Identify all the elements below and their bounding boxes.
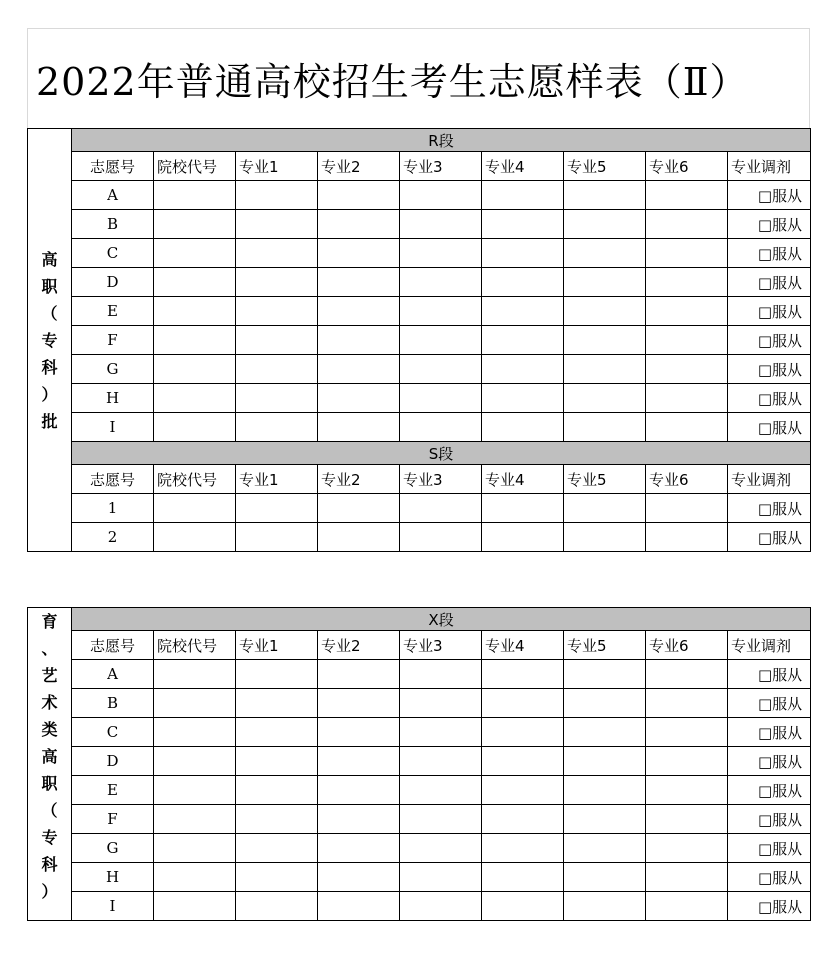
major-cell-6[interactable] <box>646 660 728 689</box>
major-cell-5[interactable] <box>564 268 646 297</box>
major-cell-2[interactable] <box>318 297 400 326</box>
table-row <box>28 834 811 863</box>
major-cell-3[interactable] <box>400 268 482 297</box>
choice-code: H <box>72 863 154 892</box>
major-cell-4[interactable] <box>482 355 564 384</box>
major-cell-3[interactable] <box>400 413 482 442</box>
header-row <box>28 465 811 494</box>
major-cell-5[interactable] <box>564 747 646 776</box>
major-cell-1[interactable] <box>236 413 318 442</box>
table-row <box>28 523 811 552</box>
header-major-3: 专业3 <box>400 465 482 494</box>
major-cell-2[interactable] <box>318 268 400 297</box>
batch-label-char: 科 <box>41 357 58 377</box>
major-cell-3[interactable] <box>400 384 482 413</box>
major-cell-5[interactable] <box>564 239 646 268</box>
major-cell-4[interactable] <box>482 863 564 892</box>
major-cell-3[interactable] <box>400 210 482 239</box>
major-cell-6[interactable] <box>646 834 728 863</box>
batch-label-char: （ <box>41 303 58 323</box>
obey-checkbox[interactable]: □服从 <box>728 863 811 892</box>
major-cell-6[interactable] <box>646 413 728 442</box>
header-school-code: 院校代号 <box>154 631 236 660</box>
major-cell-5[interactable] <box>564 523 646 552</box>
header-major-6: 专业6 <box>646 465 728 494</box>
major-cell-1[interactable] <box>236 210 318 239</box>
major-cell-2[interactable] <box>318 326 400 355</box>
school-code-cell[interactable] <box>154 181 236 210</box>
major-cell-5[interactable] <box>564 718 646 747</box>
header-major-3: 专业3 <box>400 152 482 181</box>
major-cell-6[interactable] <box>646 776 728 805</box>
school-code-cell[interactable] <box>154 805 236 834</box>
header-major-5: 专业5 <box>564 152 646 181</box>
school-code-cell[interactable] <box>154 494 236 523</box>
header-major-4: 专业4 <box>482 631 564 660</box>
header-major-2: 专业2 <box>318 152 400 181</box>
header-adjust: 专业调剂 <box>728 465 811 494</box>
major-cell-3[interactable] <box>400 523 482 552</box>
major-cell-6[interactable] <box>646 805 728 834</box>
obey-checkbox[interactable]: □服从 <box>728 355 811 384</box>
obey-checkbox[interactable]: □服从 <box>728 805 811 834</box>
major-cell-3[interactable] <box>400 718 482 747</box>
major-cell-1[interactable] <box>236 494 318 523</box>
band-x: X段 <box>72 608 811 631</box>
major-cell-3[interactable] <box>400 297 482 326</box>
header-major-3: 专业3 <box>400 631 482 660</box>
major-cell-6[interactable] <box>646 689 728 718</box>
band-s: S段 <box>72 442 811 465</box>
header-choice-no: 志愿号 <box>72 631 154 660</box>
major-cell-4[interactable] <box>482 892 564 921</box>
header-choice-no: 志愿号 <box>72 152 154 181</box>
batch-label-char: 、 <box>41 639 58 658</box>
school-code-cell[interactable] <box>154 297 236 326</box>
choice-code: C <box>72 718 154 747</box>
major-cell-3[interactable] <box>400 863 482 892</box>
major-cell-4[interactable] <box>482 239 564 268</box>
major-cell-1[interactable] <box>236 834 318 863</box>
header-major-6: 专业6 <box>646 631 728 660</box>
batch-label-char: 专 <box>41 330 58 350</box>
band-r-row <box>28 129 811 152</box>
obey-checkbox[interactable]: □服从 <box>728 384 811 413</box>
major-cell-6[interactable] <box>646 355 728 384</box>
school-code-cell[interactable] <box>154 355 236 384</box>
batch-label-char: 专 <box>41 828 58 847</box>
table-art-vocational <box>27 607 811 921</box>
header-school-code: 院校代号 <box>154 465 236 494</box>
major-cell-3[interactable] <box>400 660 482 689</box>
obey-checkbox[interactable]: □服从 <box>728 523 811 552</box>
major-cell-2[interactable] <box>318 660 400 689</box>
obey-checkbox[interactable]: □服从 <box>728 660 811 689</box>
major-cell-5[interactable] <box>564 689 646 718</box>
major-cell-6[interactable] <box>646 494 728 523</box>
major-cell-4[interactable] <box>482 834 564 863</box>
table-row <box>28 892 811 921</box>
batch-label <box>28 129 72 552</box>
header-adjust: 专业调剂 <box>728 631 811 660</box>
major-cell-2[interactable] <box>318 834 400 863</box>
school-code-cell[interactable] <box>154 523 236 552</box>
batch-label <box>28 608 72 921</box>
header-major-1: 专业1 <box>236 631 318 660</box>
major-cell-6[interactable] <box>646 747 728 776</box>
table-row <box>28 718 811 747</box>
choice-code: D <box>72 268 154 297</box>
major-cell-1[interactable] <box>236 805 318 834</box>
major-cell-2[interactable] <box>318 494 400 523</box>
header-row <box>28 631 811 660</box>
header-major-2: 专业2 <box>318 631 400 660</box>
major-cell-6[interactable] <box>646 718 728 747</box>
table-row <box>28 210 811 239</box>
major-cell-6[interactable] <box>646 297 728 326</box>
major-cell-1[interactable] <box>236 689 318 718</box>
school-code-cell[interactable] <box>154 747 236 776</box>
header-major-1: 专业1 <box>236 465 318 494</box>
header-major-4: 专业4 <box>482 152 564 181</box>
major-cell-4[interactable] <box>482 326 564 355</box>
band-x-row <box>28 608 811 631</box>
major-cell-6[interactable] <box>646 863 728 892</box>
major-cell-3[interactable] <box>400 326 482 355</box>
choice-code: A <box>72 181 154 210</box>
batch-label-char: ） <box>41 384 58 404</box>
school-code-cell[interactable] <box>154 863 236 892</box>
major-cell-5[interactable] <box>564 660 646 689</box>
band-s-row <box>28 442 811 465</box>
major-cell-1[interactable] <box>236 776 318 805</box>
choice-code: G <box>72 355 154 384</box>
batch-label-char: 高 <box>41 747 58 766</box>
major-cell-3[interactable] <box>400 776 482 805</box>
major-cell-6[interactable] <box>646 181 728 210</box>
obey-checkbox[interactable]: □服从 <box>728 239 811 268</box>
page-title: 2022年普通高校招生考生志愿样表（Ⅱ） <box>36 60 749 104</box>
major-cell-6[interactable] <box>646 384 728 413</box>
obey-checkbox[interactable]: □服从 <box>728 776 811 805</box>
major-cell-4[interactable] <box>482 297 564 326</box>
major-cell-1[interactable] <box>236 355 318 384</box>
choice-code: E <box>72 776 154 805</box>
major-cell-3[interactable] <box>400 181 482 210</box>
choice-code: I <box>72 892 154 921</box>
major-cell-1[interactable] <box>236 747 318 776</box>
major-cell-6[interactable] <box>646 268 728 297</box>
major-cell-2[interactable] <box>318 805 400 834</box>
major-cell-5[interactable] <box>564 384 646 413</box>
school-code-cell[interactable] <box>154 413 236 442</box>
major-cell-2[interactable] <box>318 384 400 413</box>
header-major-5: 专业5 <box>564 465 646 494</box>
title-box <box>27 28 810 128</box>
header-major-4: 专业4 <box>482 465 564 494</box>
major-cell-3[interactable] <box>400 689 482 718</box>
major-cell-5[interactable] <box>564 181 646 210</box>
major-cell-1[interactable] <box>236 239 318 268</box>
major-cell-4[interactable] <box>482 523 564 552</box>
major-cell-2[interactable] <box>318 892 400 921</box>
major-cell-4[interactable] <box>482 210 564 239</box>
major-cell-1[interactable] <box>236 660 318 689</box>
major-cell-4[interactable] <box>482 747 564 776</box>
obey-checkbox[interactable]: □服从 <box>728 413 811 442</box>
major-cell-5[interactable] <box>564 776 646 805</box>
school-code-cell[interactable] <box>154 892 236 921</box>
choice-code: F <box>72 326 154 355</box>
obey-checkbox[interactable]: □服从 <box>728 689 811 718</box>
major-cell-1[interactable] <box>236 297 318 326</box>
major-cell-5[interactable] <box>564 892 646 921</box>
table-row <box>28 355 811 384</box>
choice-code: F <box>72 805 154 834</box>
obey-checkbox[interactable]: □服从 <box>728 181 811 210</box>
header-adjust: 专业调剂 <box>728 152 811 181</box>
major-cell-3[interactable] <box>400 239 482 268</box>
table-row <box>28 660 811 689</box>
obey-checkbox[interactable]: □服从 <box>728 834 811 863</box>
major-cell-5[interactable] <box>564 863 646 892</box>
school-code-cell[interactable] <box>154 239 236 268</box>
school-code-cell[interactable] <box>154 689 236 718</box>
major-cell-3[interactable] <box>400 892 482 921</box>
table-row <box>28 268 811 297</box>
header-major-1: 专业1 <box>236 152 318 181</box>
obey-checkbox[interactable]: □服从 <box>728 747 811 776</box>
major-cell-4[interactable] <box>482 268 564 297</box>
header-major-6: 专业6 <box>646 152 728 181</box>
major-cell-6[interactable] <box>646 892 728 921</box>
major-cell-6[interactable] <box>646 210 728 239</box>
table-row <box>28 384 811 413</box>
header-major-2: 专业2 <box>318 465 400 494</box>
batch-label-char: 育 <box>41 612 58 631</box>
major-cell-2[interactable] <box>318 747 400 776</box>
table-row <box>28 805 811 834</box>
obey-checkbox[interactable]: □服从 <box>728 494 811 523</box>
header-major-5: 专业5 <box>564 631 646 660</box>
major-cell-1[interactable] <box>236 863 318 892</box>
major-cell-5[interactable] <box>564 326 646 355</box>
major-cell-1[interactable] <box>236 384 318 413</box>
batch-label-char: 职 <box>41 774 58 793</box>
batch-label-char: 术 <box>41 693 58 712</box>
batch-label-char: 高 <box>41 249 58 269</box>
batch-label-char: （ <box>41 801 58 820</box>
major-cell-3[interactable] <box>400 494 482 523</box>
batch-label-char: 批 <box>41 411 58 431</box>
table-row <box>28 747 811 776</box>
table-row <box>28 863 811 892</box>
choice-code: E <box>72 297 154 326</box>
header-choice-no: 志愿号 <box>72 465 154 494</box>
choice-code: G <box>72 834 154 863</box>
header-school-code: 院校代号 <box>154 152 236 181</box>
choice-code: B <box>72 210 154 239</box>
major-cell-4[interactable] <box>482 384 564 413</box>
table-row <box>28 689 811 718</box>
batch-label-char: 艺 <box>41 666 58 685</box>
major-cell-2[interactable] <box>318 523 400 552</box>
major-cell-2[interactable] <box>318 239 400 268</box>
school-code-cell[interactable] <box>154 210 236 239</box>
choice-code: 2 <box>72 523 154 552</box>
batch-label-char: 科 <box>41 855 58 874</box>
major-cell-2[interactable] <box>318 413 400 442</box>
school-code-cell[interactable] <box>154 834 236 863</box>
major-cell-5[interactable] <box>564 355 646 384</box>
batch-label-char: 职 <box>41 276 58 296</box>
major-cell-1[interactable] <box>236 523 318 552</box>
major-cell-3[interactable] <box>400 834 482 863</box>
major-cell-1[interactable] <box>236 326 318 355</box>
school-code-cell[interactable] <box>154 660 236 689</box>
school-code-cell[interactable] <box>154 718 236 747</box>
major-cell-5[interactable] <box>564 210 646 239</box>
major-cell-3[interactable] <box>400 805 482 834</box>
band-r: R段 <box>72 129 811 152</box>
obey-checkbox[interactable]: □服从 <box>728 718 811 747</box>
table-row <box>28 413 811 442</box>
choice-code: H <box>72 384 154 413</box>
major-cell-5[interactable] <box>564 805 646 834</box>
major-cell-2[interactable] <box>318 776 400 805</box>
major-cell-5[interactable] <box>564 834 646 863</box>
batch-label-char: ） <box>41 882 58 901</box>
table-row <box>28 326 811 355</box>
major-cell-4[interactable] <box>482 413 564 442</box>
major-cell-5[interactable] <box>564 413 646 442</box>
major-cell-6[interactable] <box>646 523 728 552</box>
school-code-cell[interactable] <box>154 384 236 413</box>
table-row <box>28 494 811 523</box>
table-row <box>28 776 811 805</box>
major-cell-4[interactable] <box>482 660 564 689</box>
choice-code: A <box>72 660 154 689</box>
major-cell-1[interactable] <box>236 718 318 747</box>
major-cell-4[interactable] <box>482 181 564 210</box>
major-cell-6[interactable] <box>646 326 728 355</box>
major-cell-4[interactable] <box>482 494 564 523</box>
major-cell-4[interactable] <box>482 776 564 805</box>
major-cell-6[interactable] <box>646 239 728 268</box>
major-cell-2[interactable] <box>318 181 400 210</box>
major-cell-1[interactable] <box>236 181 318 210</box>
obey-checkbox[interactable]: □服从 <box>728 892 811 921</box>
table-high-vocational <box>27 128 811 552</box>
major-cell-1[interactable] <box>236 892 318 921</box>
major-cell-2[interactable] <box>318 689 400 718</box>
major-cell-4[interactable] <box>482 718 564 747</box>
major-cell-2[interactable] <box>318 210 400 239</box>
major-cell-3[interactable] <box>400 747 482 776</box>
batch-label-char: 类 <box>41 720 58 739</box>
major-cell-2[interactable] <box>318 355 400 384</box>
obey-checkbox[interactable]: □服从 <box>728 326 811 355</box>
choice-code: D <box>72 747 154 776</box>
choice-code: I <box>72 413 154 442</box>
major-cell-5[interactable] <box>564 494 646 523</box>
choice-code: C <box>72 239 154 268</box>
obey-checkbox[interactable]: □服从 <box>728 210 811 239</box>
table-row <box>28 297 811 326</box>
major-cell-2[interactable] <box>318 863 400 892</box>
school-code-cell[interactable] <box>154 776 236 805</box>
header-row <box>28 152 811 181</box>
table-row <box>28 239 811 268</box>
major-cell-1[interactable] <box>236 268 318 297</box>
choice-code: 1 <box>72 494 154 523</box>
table-row <box>28 181 811 210</box>
school-code-cell[interactable] <box>154 268 236 297</box>
obey-checkbox[interactable]: □服从 <box>728 268 811 297</box>
school-code-cell[interactable] <box>154 326 236 355</box>
major-cell-2[interactable] <box>318 718 400 747</box>
major-cell-3[interactable] <box>400 355 482 384</box>
choice-code: B <box>72 689 154 718</box>
major-cell-4[interactable] <box>482 689 564 718</box>
major-cell-5[interactable] <box>564 297 646 326</box>
obey-checkbox[interactable]: □服从 <box>728 297 811 326</box>
major-cell-4[interactable] <box>482 805 564 834</box>
